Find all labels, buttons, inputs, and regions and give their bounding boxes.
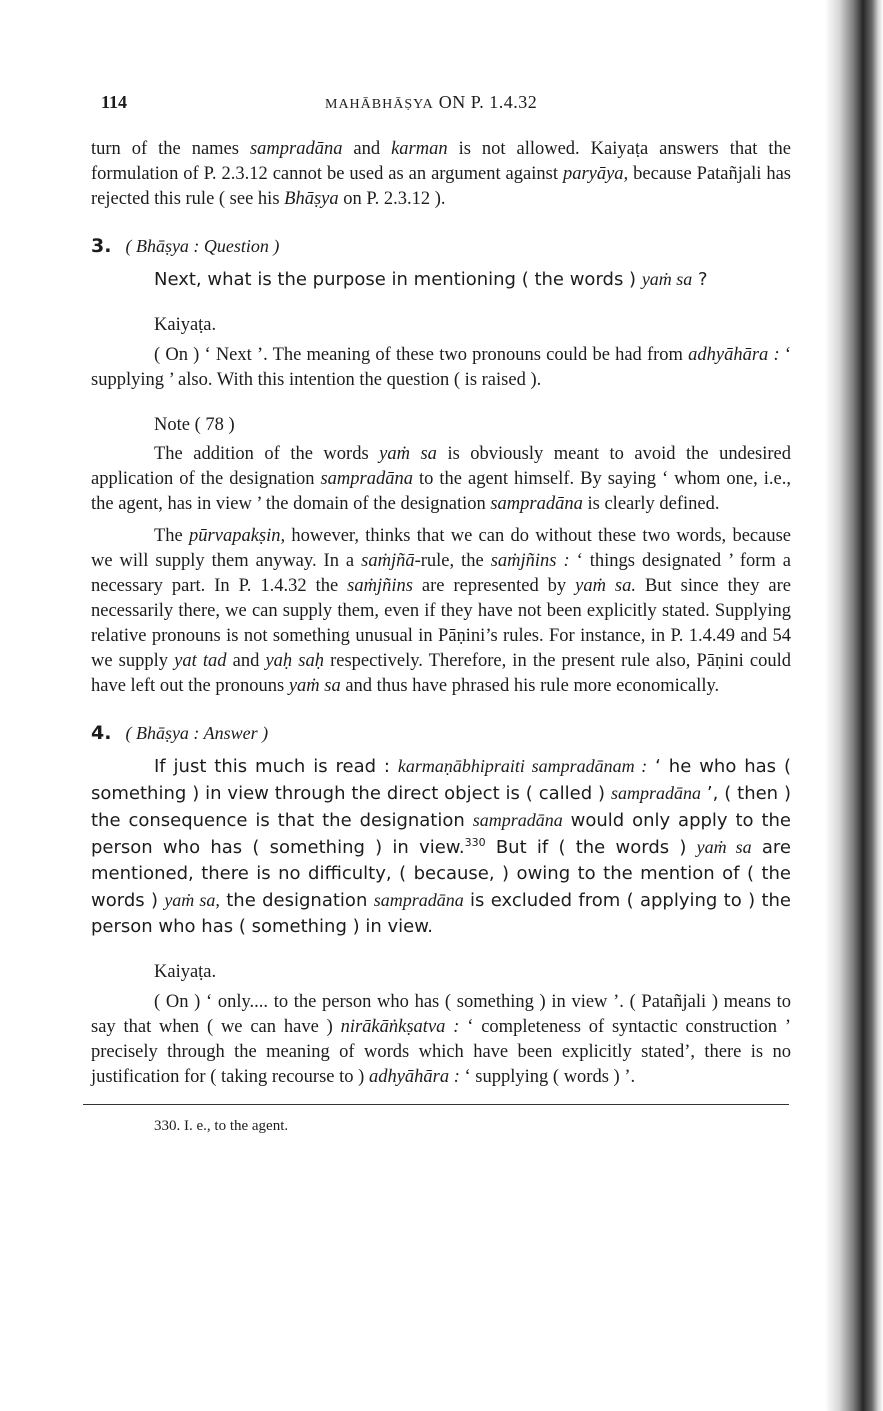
- running-title-main: MAHĀBHĀṢYA: [325, 97, 434, 112]
- page: [91, 92, 791, 1136]
- footnote-divider: [83, 1104, 789, 1105]
- running-title: [325, 92, 537, 113]
- book-binding-edge: [825, 0, 883, 1411]
- section-4-heading: [91, 721, 791, 745]
- kaiyata-label: Kaiyaṭa.: [154, 962, 217, 982]
- running-header: [91, 92, 791, 122]
- footnote: 330. I. e., to the agent.: [154, 1118, 289, 1134]
- footnote-ref: 330: [464, 836, 486, 849]
- bhasya-answer: If just this much is read : karmaṇābhipraiti sampradānam : ‘ he who has ( something ) in view through the direct object is ( called ) sampradāna ’, ( then ) the consequence is that the designation sampradāna would only apply to the person who has ( something ) in view.$^{330}$ But if ( the words ) yaṁ sa are mentioned, there is no difficulty, ( because, ) owing to the mention of ( the words ) yaṁ sa, the designation sampradāna is excluded from ( applying to ) the person who has ( something ) in view.: [91, 756, 791, 937]
- bhasya-question: Next, what is the purpose in mentioning ( the words ) yaṁ sa ?: [154, 269, 708, 290]
- kaiyata-commentary: ( On ) ‘ Next ’. The meaning of these two pronouns could be had from adhyāhāra : ‘ supplying ’ also. With this intention the question ( is raised ).: [91, 345, 791, 390]
- section-title: ( Bhāṣya : Answer ): [125, 723, 269, 743]
- running-title-rest: ON P. 1.4.32: [433, 92, 538, 112]
- section-title: ( Bhāṣya : Question ): [125, 236, 280, 256]
- note-paragraph-2: The pūrvapakṣin, however, thinks that we can do without these two words, because we will supply them anyway. In a saṁjñā-rule, the saṁjñins : ‘ things designated ’ form a necessary part. In P. 1.4.32 the saṁjñins are represented by yaṁ sa. But since they are necessarily there, we can supply them, even if they have not been explicitly stated. Supplying relative pronouns is not something unusual in Pāṇini’s rules. For instance, in P. 1.4.49 and 54 we supply yat tad and yaḥ saḥ respectively. Therefore, in the present rule also, Pāṇini could have left out the pronouns yaṁ sa and thus have phrased his rule more economically.: [91, 526, 792, 696]
- section-3-heading: [91, 234, 791, 258]
- section-number: 3.: [91, 235, 112, 257]
- page-number: 114: [101, 92, 128, 112]
- kaiyata-commentary: ( On ) ‘ only.... to the person who has ( something ) in view ’. ( Patañjali ) means to say that when ( we can have ) nirākāṅkṣatva : ‘ completeness of syntactic construction ’ precisely through the meaning of words which have been explicitly stated’, there is no justification for ( taking recourse to ) adhyāhāra : ‘ supplying ( words ) ’.: [91, 992, 791, 1087]
- note-label: Note ( 78 ): [154, 415, 235, 435]
- note-paragraph-1: The addition of the words yaṁ sa is obviously meant to avoid the undesired application of the designation sampradāna to the agent himself. By saying ‘ whom one, i.e., the agent, has in view ’ the domain of the designation sampradāna is clearly defined.: [91, 444, 791, 514]
- kaiyata-label: Kaiyaṭa.: [154, 315, 217, 335]
- intro-paragraph: turn of the names sampradāna and karman is not allowed. Kaiyaṭa answers that the formulation of P. 2.3.12 cannot be used as an argument against paryāya, because Patañjali has rejected this rule ( see his Bhāṣya on P. 2.3.12 ).: [91, 139, 792, 209]
- section-number: 4.: [91, 722, 112, 744]
